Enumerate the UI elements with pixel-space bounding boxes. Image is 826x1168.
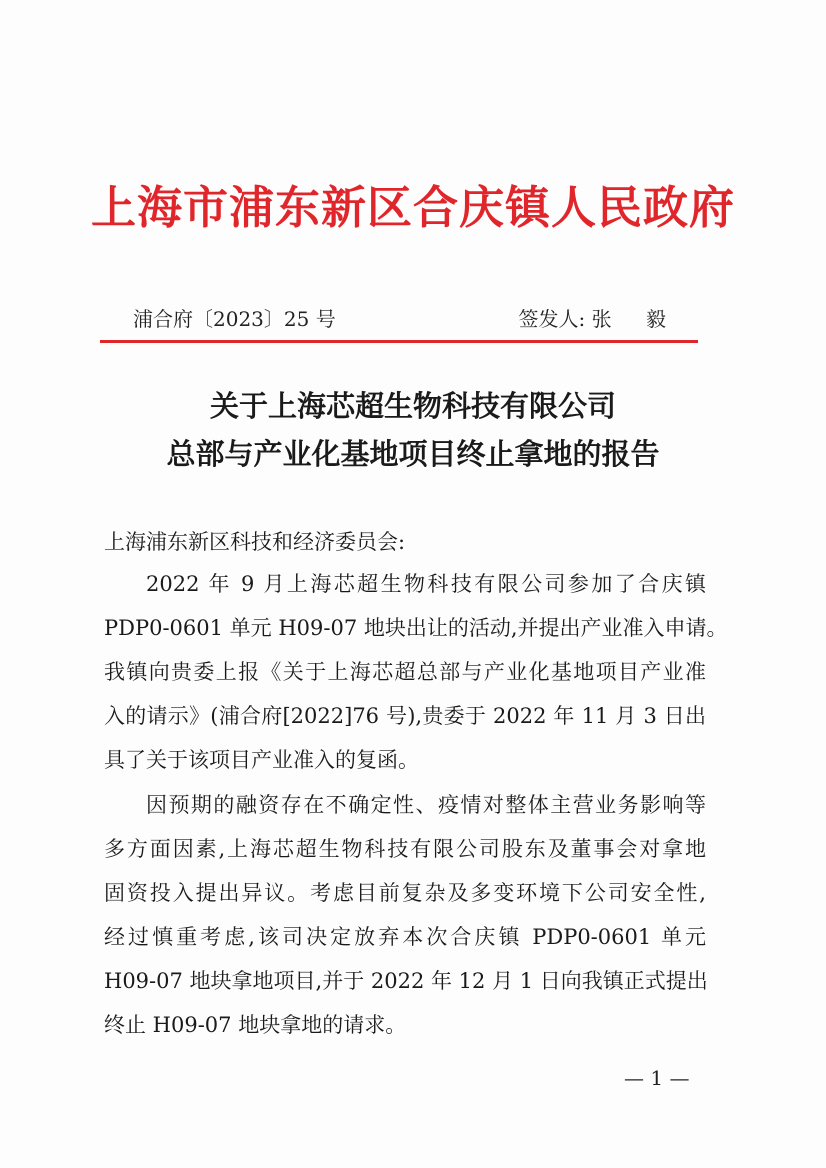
title-line-2: 总部与产业化基地项目终止拿地的报告 [166,437,660,471]
salutation: 上海浦东新区科技和经济委员会: [104,530,406,554]
signer-label: 签发人: [518,307,586,331]
body-line: 经过慎重考虑,该司决定放弃本次合庆镇 PDP0-0601 单元 [104,925,706,949]
signer-name: 张 毅 [591,307,680,331]
body-line: PDP0-0601 单元 H09-07 地块出让的活动,并提出产业准入申请。 [104,616,728,640]
body-line: 因预期的融资存在不确定性、疫情对整体主营业务影响等 [146,793,706,817]
body-line: 具了关于该项目产业准入的复函。 [104,748,419,772]
title-line-1: 关于上海芯超生物科技有限公司 [209,389,616,423]
red-divider [100,340,698,343]
body-line: 终止 H09-07 地块拿地的请求。 [104,1013,407,1037]
body-line: 2022 年 9 月上海芯超生物科技有限公司参加了合庆镇 [146,572,706,596]
body-line: 固资投入提出异议。考虑目前复杂及多变环境下公司安全性, [104,881,706,905]
document-number: 浦合府〔2023〕25 号 [133,307,336,331]
issuer-header: 上海市浦东新区合庆镇人民政府 [90,181,735,234]
signer [519,305,680,333]
page-number: — 1 — [624,1066,690,1090]
body-line: 入的请示》(浦合府[2022]76 号),贵委于 2022 年 11 月 3 日出 [104,704,706,728]
body-line: 多方面因素,上海芯超生物科技有限公司股东及董事会对拿地 [104,837,706,861]
body-line: 我镇向贵委上报《关于上海芯超总部与产业化基地项目产业准 [104,660,706,684]
body-line: H09-07 地块拿地项目,并于 2022 年 12 月 1 日向我镇正式提出 [104,969,708,993]
